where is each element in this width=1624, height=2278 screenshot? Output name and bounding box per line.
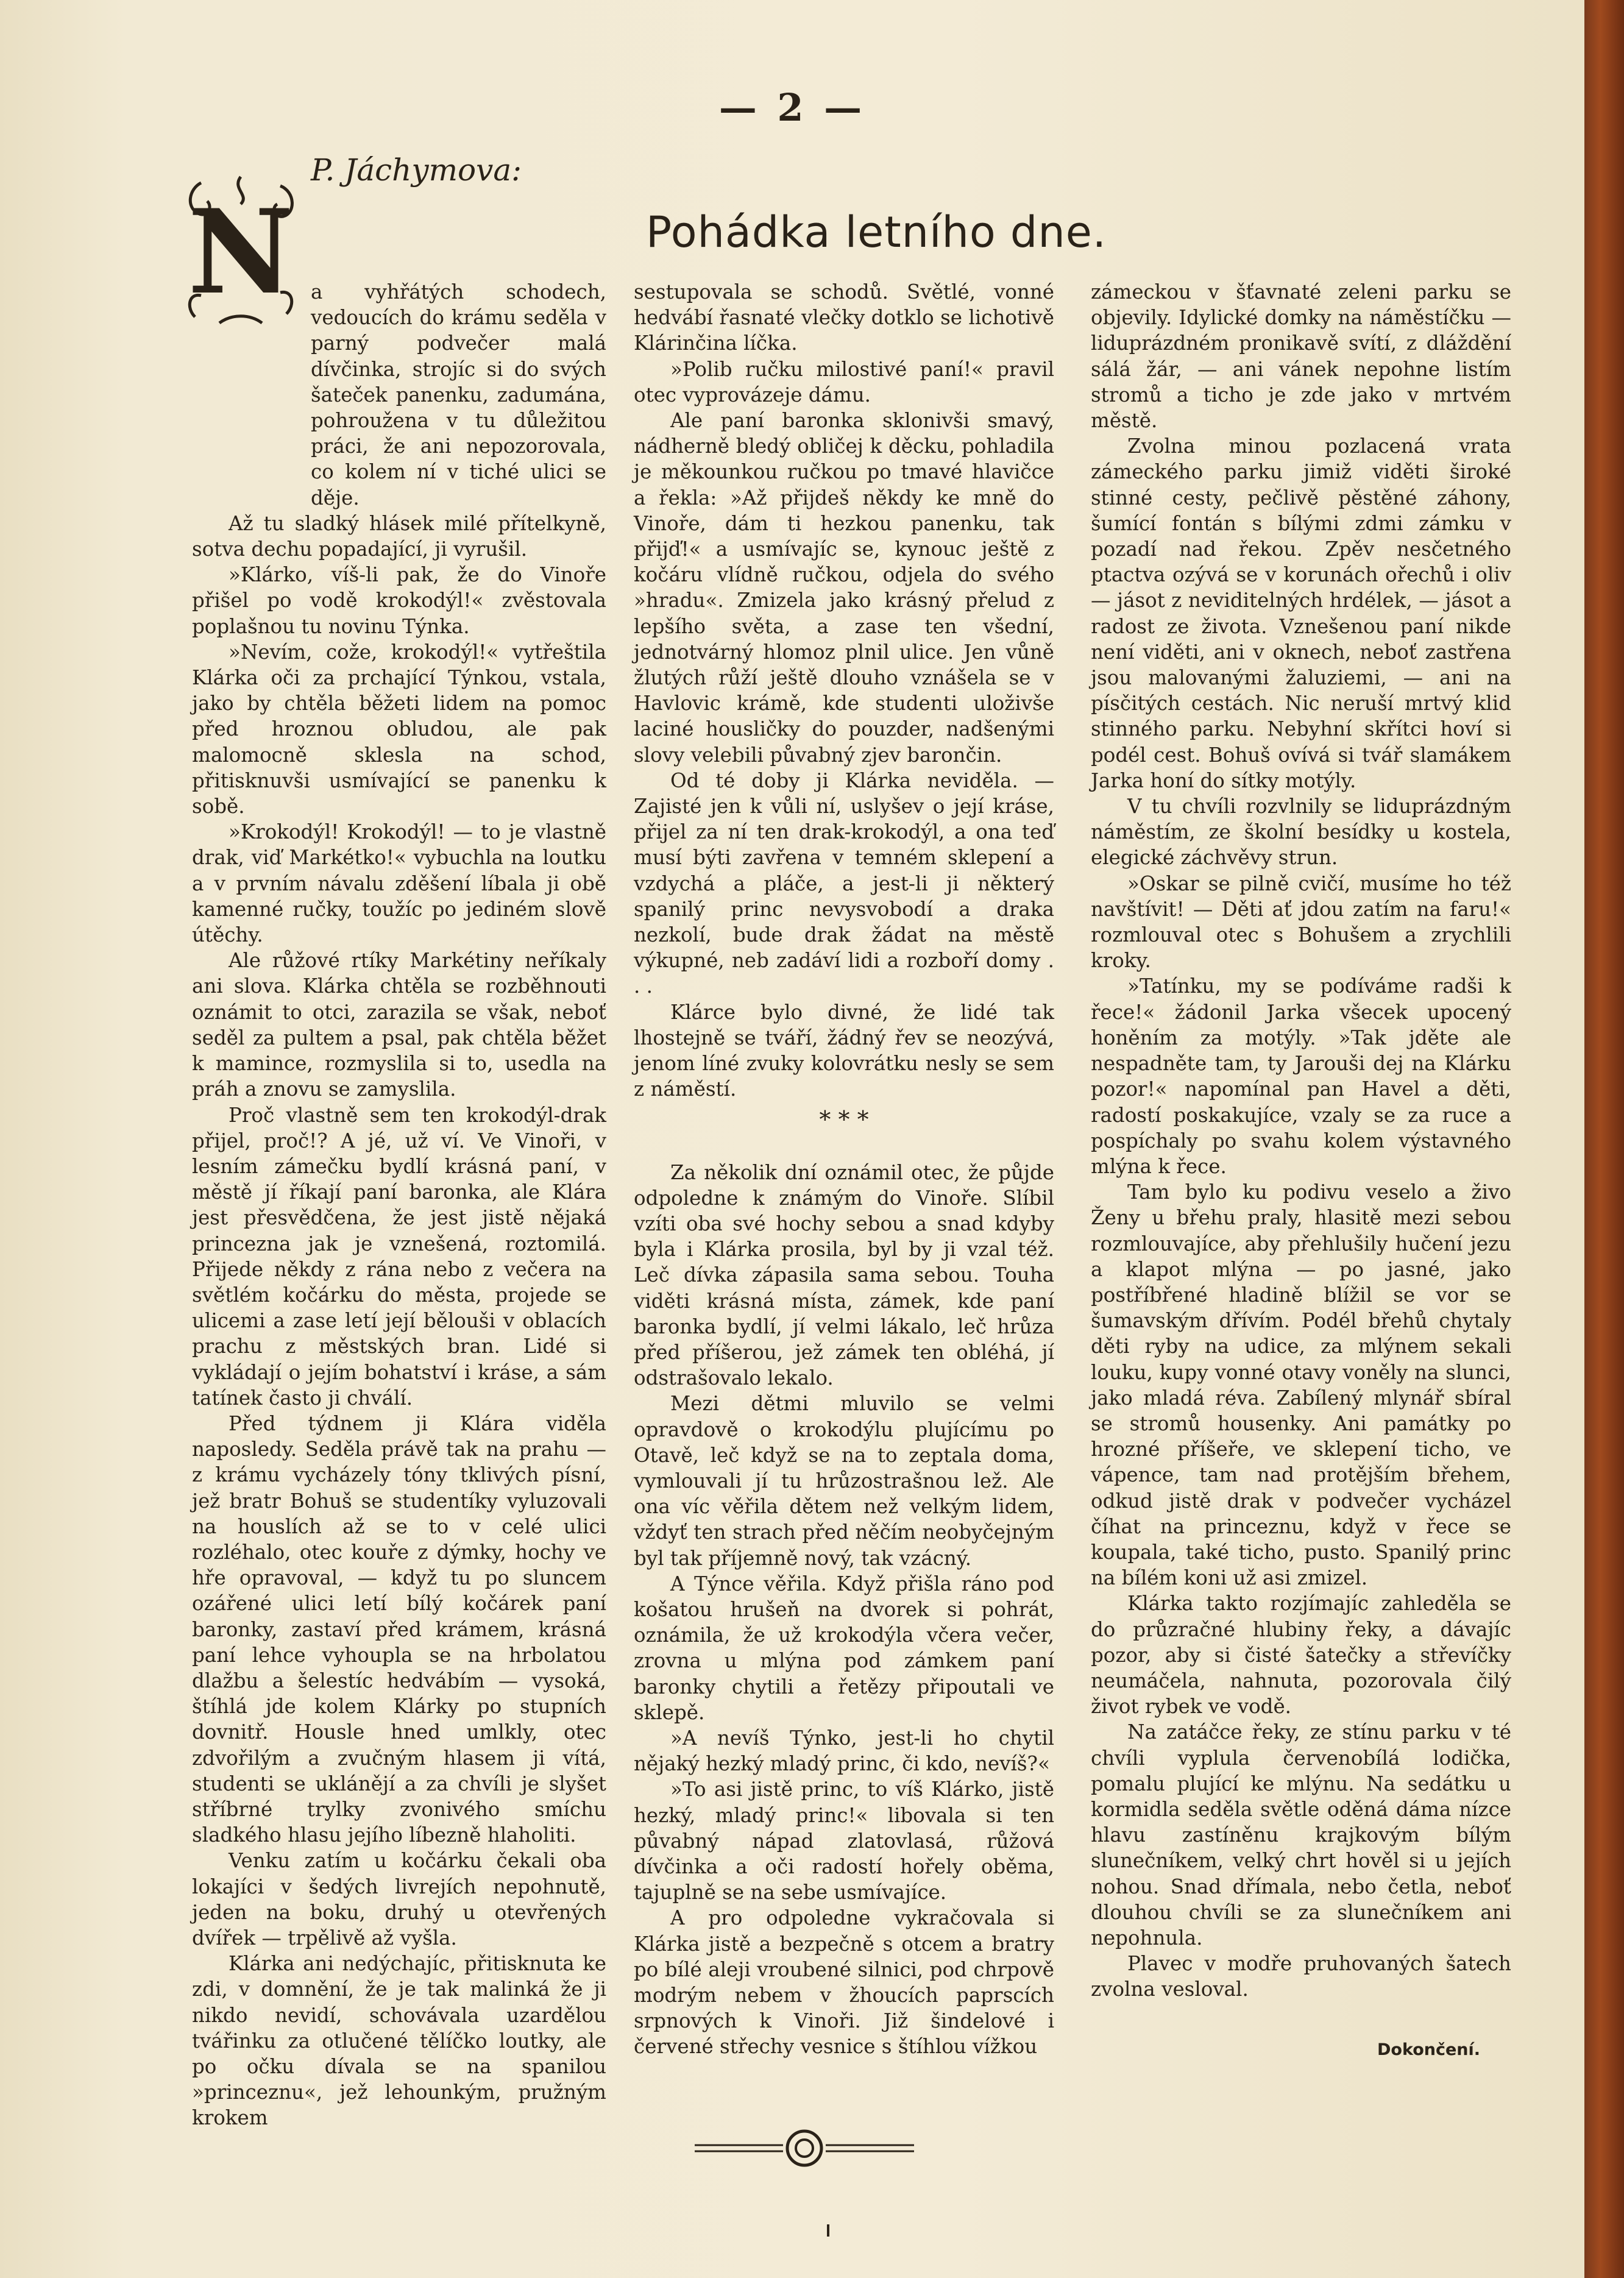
column-3 (1091, 279, 1511, 2003)
paragraph: »Krokodýl! Krokodýl! — to je vlastně drak, viď Markétko!« vybuchla na loutku a v prvním návalu zděšení líbala ji obě kamenné ručky, toužíc po jediném slově útěchy. (192, 820, 606, 947)
paragraph: Plavec v modře pruhovaných šatech zvolna vesloval. (1091, 1952, 1511, 2001)
paragraph: Na zatáčce řeky, ze stínu parku v té chvíli vyplula červenobílá lodička, pomalu plující ke mlýnu. Na sedátku u kormidla seděla světle oděná dáma nízce hlavu zastíněnu krajkovým bílým slunečníkem, velký chrt hověl si u jejích nohou. Snad dřímala, nebo četla, neboť dlouhou chvíli se za slunečníkem ani nepohnula. (1091, 1720, 1511, 1950)
opening-paragraph: a vyhřátých schodech, vedoucích do krámu seděla v parný podvečer malá dívčinka, strojíc si do svých šateček panenku, zadumána, pohroužena v tu důležitou práci, že ani nepozorovala, co kolem ní v tiché ulici se děje. (311, 280, 606, 509)
paragraph: Za několik dní oznámil otec, že půjde odpoledne k známým do Vinoře. Slíbil vzíti oba své hochy sebou a snad kdyby byla i Klárka prosila, byl by ji vzal též. Leč dívka zápasila sama sebou. Touha viděti krásná místa, zámek, kde paní baronka bydlí, jí velmi lákalo, leč hrůza před příšerou, jež zámek ten obléhá, jí odstrašovalo lekalo. (634, 1160, 1054, 1390)
paragraph: Klárce bylo divné, že lidé tak lhostejně se tváří, žádný řev se neozývá, jenom líné zvuky kolovrátku nesly se sem z náměstí. (634, 1000, 1054, 1101)
paragraph (192, 279, 606, 511)
paragraph: Od té doby ji Klárka neviděla. — Zajisté jen k vůli ní, uslyšev o její kráse, přijel za ní ten drak-krokodýl, a ona teď musí býti zavřena v temném sklepení a vzdychá a pláče, a jest-li ji některý spanilý princ nevysvobodí a draka nezkolí, bude drak žádat na městě výkupné, neb zadáví lidi a rozboří domy . . . (634, 768, 1054, 998)
svg-text:N: N (188, 184, 294, 320)
paragraph: Ale paní baronka sklonivši smavý, nádherně bledý obličej k děcku, pohladila je měkounkou ručkou po tmavé hlavičce a řekla: »Až přijdeš někdy ke mně do Vinoře, dám ti hezkou panenku, tak přijď!« a usmívajíc se, kynouc ještě z kočáru vlídně ručkou, odjela do svého »hradu«. Zmizela jako krásný přelud z lepšího světa, a zase ten všední, jednotvárný hlomoz plnil ulice. Jen vůně žlutých růží ještě dlouho vznášela se v Havlovic krámě, kde studenti uloživše laciné housličky do pouzder, nadšenými slovy velebili půvabný zjev barončin. (634, 409, 1054, 767)
paragraph: Mezi dětmi mluvilo se velmi opravdově o krokodýlu plujícímu po Otavě, leč když se na to zeptala doma, vymlouvali jí tu hrůzostrašnou lež. Ale ona víc věřila dětem než velkým lidem, vždyť ten strach před něčím neobyčejným byl tak příjemně nový, tak vzácný. (634, 1392, 1054, 1570)
paragraph: Klárka takto rozjímajíc zahleděla se do průzračné hlubiny řeky, a dávajíc pozor, aby si čisté šatečky a střevíčky neumáčela, nahnuta, pozorovala čilý život rybek ve vodě. (1091, 1592, 1511, 1719)
paragraph: »Nevím, cože, krokodýl!« vytřeštila Klárka oči za prchající Týnkou, vstala, jako by chtěla běžeti lidem na pomoc před hroznou obludou, ale pak malomocně sklesla na schod, přitisknuvši usmívající se panenku k sobě. (192, 640, 606, 818)
paragraph: A pro odpoledne vykračovala si Klárka jistě a bezpečně s otcem a bratry po bílé aleji vroubené silnici, pod chrpově modrým nebem v žhoucích paprscích srpnových k Vinoři. Již šindelové i červené střechy vesnice s štíhlou vížkou (634, 1906, 1054, 2059)
column-2 (634, 279, 1054, 2060)
paragraph: »A nevíš Týnko, jest-li ho chytil nějaký hezký mladý princ, či kdo, nevíš?« (634, 1726, 1054, 1776)
paragraph: »Polib ručku milostivé paní!« pravil otec vyprovázeje dámu. (634, 357, 1054, 406)
paragraph: Venku zatím u kočárku čekali oba lokajíci v šedých livrejích nepohnutě, jeden na boku, druhý u otevřených dvířek — trpělivě až vyšla. (192, 1849, 606, 1950)
page-number: — 2 — (718, 85, 866, 130)
paragraph: Proč vlastně sem ten krokodýl-drak přijel, proč!? A jé, už ví. Ve Vinoři, v lesním zámečku bydlí krásná paní, v městě jí říkají paní baronka, ale Klára jest přesvědčena, že jest jistě nějaká princezna jak je vznešená, roztomilá. Přijede někdy z rána nebo z večera na světlém kočárku do města, projede se ulicemi a zase letí její bělouši v oblacích prachu z městských bran. Lidé si vykládají o jejím bohatství i kráse, a sám tatínek často ji chválí. (192, 1103, 606, 1410)
paragraph: »To asi jistě princ, to víš Klárko, jistě hezký, mladý princ!« libovala si ten půvabný nápad zlatovlasá, růžová dívčinka a oči radostí hořely oběma, tajuplně se na sebe usmívajíce. (634, 1778, 1054, 1904)
column-1 (192, 279, 606, 2131)
paragraph: Zvolna minou pozlacená vrata zámeckého parku jimiž viděti široké stinné cesty, pečlivě pěstěné záhony, šumící fontán s bílými zdmi zámku v pozadí nad řekou. Zpěv nesčetného ptactva ozývá se v korunách ořechů i oliv — jásot z neviditelných hrdélek, — jásot a radost ze života. Vznešenou paní nikde není viděti, ani v oknech, neboť zastřena jsou malovanými žaluziemi, — ani na písčitých cestách. Nic neruší mrtvý klid stinného parku. Nebyhní skřítci hoví si podél cest. Bohuš ovívá si tvář slamákem Jarka honí do sítky motýly. (1091, 435, 1511, 792)
paragraph: Ale růžové rtíky Markétiny neříkaly ani slova. Klárka chtěla se rozběhnouti oznámit to otci, zarazila se však, neboť seděl za pultem a psal, pak chtěla běžet k mamince, rozmyslila si to, usedla na práh a znovu se zamyslila. (192, 949, 606, 1101)
ornamental-divider (695, 2121, 914, 2176)
paragraph: Klárka ani nedýchajíc, přitisknuta ke zdi, v domnění, že je tak malinká že ji nikdo nevidí, schovávala uzardělou tvářinku za otlučené tělíčko loutky, ale po očku dívala se na spanilou »princeznu«, jež lehounkým, pružným krokem (192, 1952, 606, 2130)
paragraph: Až tu sladký hlásek milé přítelkyně, sotva dechu popadající, ji vyrušil. (192, 511, 606, 561)
story-title: Pohádka letního dne. (646, 207, 1107, 257)
book-spine (1584, 0, 1624, 2278)
paragraph: zámeckou v šťavnaté zeleni parku se objevily. Idylické domky na náměstíčku — liduprázdném pronikavě svítí, z dláždění sálá žár, — ani vánek nepohne listím stromů a ticho je zde jako v mrtvém městě. (1091, 280, 1511, 433)
paragraph: »Klárko, víš-li pak, že do Vinoře přišel po vodě krokodýl!« zvěstovala poplašnou tu novinu Týnka. (192, 563, 606, 638)
to-be-concluded-note: Dokončení. (1377, 2040, 1481, 2059)
paragraph: Před týdnem ji Klára viděla naposledy. Seděla právě tak na prahu — z krámu vycházely tóny tklivých písní, jež bratr Bohuš se studentíky vyluzovali na houslích až se to v celé ulici rozléhalo, otec kouře z dýmky, hochy ve hře opravoval, — když tu po sluncem ozářené ulici letí bílý kočárek paní baronky, zastaví před krámem, krásná paní lehce vyhoupla se na hrbolatou dlažbu a šelestíc hedvábím — vysoká, štíhlá jde kolem Klárky po stupních dovnitř. Housle hned umlkly, otec zdvořilým a zvučným hlasem ji vítá, studenti se uklánějí a za chvíli je slyšet stříbrné trylky zvonivého smíchu sladkého hlasu jejího líbezně hlaholiti. (192, 1411, 606, 1847)
author: P. Jáchymova: (311, 152, 522, 188)
binding-mark (826, 2224, 831, 2237)
paragraph: Tam bylo ku podivu veselo a živo Ženy u břehu praly, hlasitě mezi sebou rozmlouvajíce, aby přehlušily hučení jezu a klapot mlýna — po jasné, jako postříbřené hladině blížil se vor se šumavským dřívím. Podél břehů chytaly děti ryby na udice, za mlýnem sekali louku, kupy vonné otavy voněly na slunci, jako mladá réva. Zabílený mlynář sbíral se stromů housenky. Ani památky po hrozné příšeře, ve sklepení ticho, ve vápence, tam nad protějším břehem, odkud jistě drak v podvečer vycházel číhat na princeznu, když v řece se koupala, také ticho, pusto. Spanilý princ na bílém koni už asi zmizel. (1091, 1180, 1511, 1590)
paragraph: sestupovala se schodů. Světlé, vonné hedvábí řasnaté vlečky dotklo se lichotivě Klárinčina líčka. (634, 280, 1054, 355)
section-break-asterisks: * * * (819, 1105, 869, 1133)
paragraph: V tu chvíli rozvlnily se liduprázdným náměstím, ze školní besídky u kostela, elegické záchvěvy strun. (1091, 795, 1511, 870)
paragraph: A Týnce věřila. Když přišla ráno pod košatou hrušeň na dvorek si pohrát, oznámila, že už krokodýla včera večer, zrovna u mlýna pod zámkem paní baronky chytili a řetězy připoutali ve sklepě. (634, 1572, 1054, 1724)
paragraph: »Oskar se pilně cvičí, musíme ho též navštívit! — Děti ať jdou zatím na faru!« rozmlouval otec s Bohušem a zrychlili kroky. (1091, 871, 1511, 973)
paragraph: »Tatínku, my se podíváme radši k řece!« žádonil Jarka všecek upocený honěním za motýly. »Tak jděte ale nespadněte tam, ty Jarouši dej na Klárku pozor!« napomínal pan Havel a děti, radostí poskakujíce, vzaly se za ruce a pospíchaly po svahu kolem výstavného mlýna k řece. (1091, 974, 1511, 1178)
